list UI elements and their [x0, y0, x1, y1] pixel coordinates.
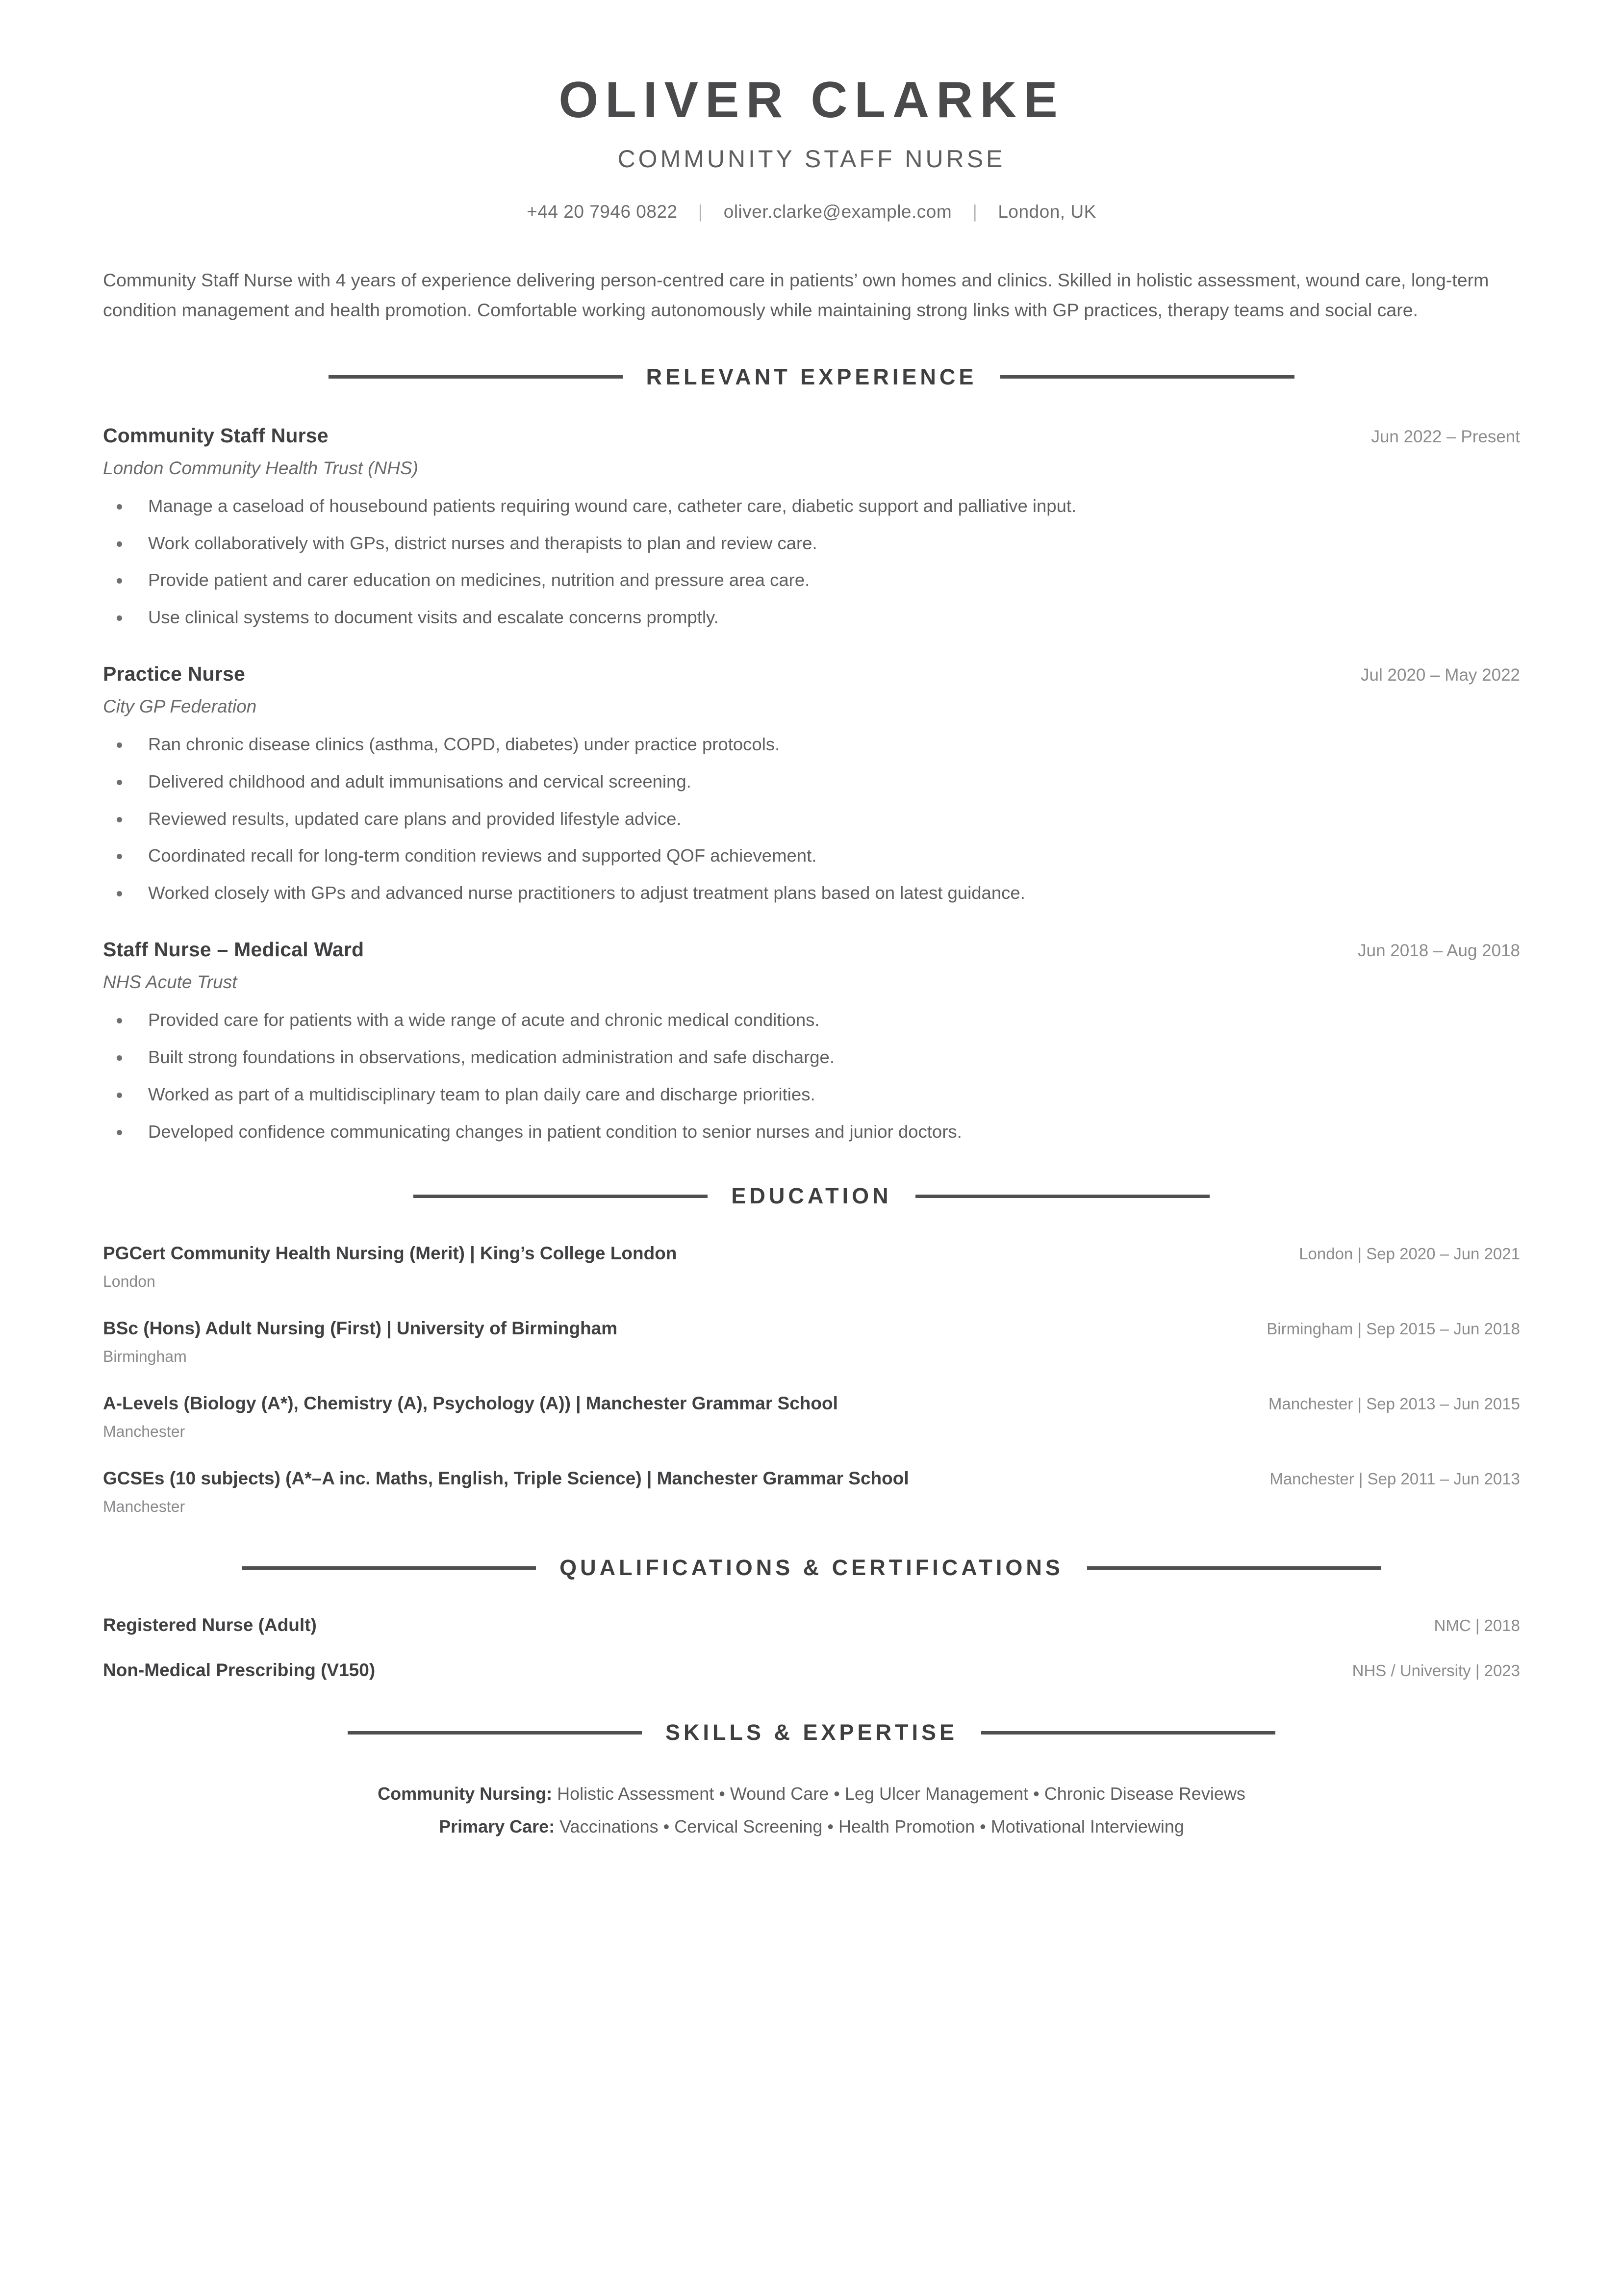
experience-entry: [103, 424, 1520, 630]
section-title-skills: SKILLS & EXPERTISE: [665, 1720, 958, 1745]
divider-line-right: [981, 1731, 1275, 1735]
divider-line-left: [413, 1195, 708, 1198]
skill-items: Holistic Assessment • Wound Care • Leg Ulcer Management • Chronic Disease Reviews: [552, 1784, 1245, 1804]
contact-separator-2: |: [972, 202, 978, 222]
section-qualifications: [103, 1555, 1520, 1681]
candidate-name: OLIVER CLARKE: [558, 72, 1065, 128]
education-entry-header: [103, 1468, 1520, 1489]
education-location: Manchester: [103, 1423, 185, 1441]
qualification-name: Non-Medical Prescribing (V150): [103, 1660, 376, 1681]
divider-line-left: [329, 375, 623, 379]
skill-line: [103, 1780, 1520, 1808]
job-company: City GP Federation: [103, 696, 257, 716]
job-bullet: Developed confidence communicating changes in patient condition to senior nurses and junior doctors.: [103, 1119, 1520, 1145]
experience-entry-header: [103, 938, 1520, 961]
section-relevant-experience: [103, 364, 1520, 1145]
education-degree: GCSEs (10 subjects) (A*–A inc. Maths, English, Triple Science) | Manchester Grammar School: [103, 1468, 909, 1489]
contact-separator-1: |: [698, 202, 703, 222]
education-entry: [103, 1468, 1520, 1516]
experience-entry: [103, 663, 1520, 906]
education-entry-header: [103, 1243, 1520, 1264]
job-bullet: Provide patient and carer education on medicines, nutrition and pressure area care.: [103, 567, 1520, 593]
qualification-meta: NMC | 2018: [1434, 1616, 1520, 1635]
education-entry: [103, 1243, 1520, 1291]
education-degree: PGCert Community Health Nursing (Merit) | King’s College London: [103, 1243, 677, 1264]
job-bullet: Delivered childhood and adult immunisations and cervical screening.: [103, 769, 1520, 794]
education-location: Birmingham: [103, 1348, 187, 1366]
professional-summary: Community Staff Nurse with 4 years of experience delivering person-centred care in patients’ own homes and clinics. Skilled in holistic assessment, wound care, long-term condition management and health promotion. Comfortable working autonomously while maintaining strong links with GP practices, therapy teams and social care.: [103, 270, 1489, 320]
section-skills: [103, 1720, 1520, 1841]
education-entry-header: [103, 1393, 1520, 1414]
education-entry-header: [103, 1318, 1520, 1339]
skills-list: [103, 1780, 1520, 1841]
job-bullet: Manage a caseload of housebound patients requiring wound care, catheter care, diabetic support and palliative input.: [103, 493, 1520, 519]
section-header-qualifications: [103, 1555, 1520, 1581]
contact-phone[interactable]: +44 20 7946 0822: [527, 202, 678, 222]
job-bullet: Worked closely with GPs and advanced nurse practitioners to adjust treatment plans based on latest guidance.: [103, 880, 1520, 906]
job-dates: Jul 2020 – May 2022: [1361, 665, 1520, 685]
education-degree: A-Levels (Biology (A*), Chemistry (A), Psychology (A)) | Manchester Grammar School: [103, 1393, 838, 1414]
job-bullet: Reviewed results, updated care plans and provided lifestyle advice.: [103, 806, 1520, 832]
education-entry: [103, 1318, 1520, 1366]
section-header-skills: [103, 1720, 1520, 1745]
education-meta: Manchester | Sep 2013 – Jun 2015: [1268, 1395, 1520, 1413]
job-title: Community Staff Nurse: [103, 424, 329, 447]
section-header-education: [103, 1183, 1520, 1209]
job-bullet: Built strong foundations in observations, medication administration and safe discharge.: [103, 1045, 1520, 1070]
skill-line: [103, 1812, 1520, 1841]
job-bullet: Ran chronic disease clinics (asthma, COPD, diabetes) under practice protocols.: [103, 732, 1520, 757]
resume-header: [103, 0, 1520, 222]
experience-entry-header: [103, 663, 1520, 686]
experience-entry-header: [103, 424, 1520, 447]
education-meta: Birmingham | Sep 2015 – Jun 2018: [1267, 1320, 1520, 1338]
education-meta: Manchester | Sep 2011 – Jun 2013: [1269, 1470, 1520, 1488]
job-dates: Jun 2018 – Aug 2018: [1358, 941, 1520, 961]
qualification-entry: [103, 1615, 1520, 1635]
section-header-experience: [103, 364, 1520, 390]
section-title-education: EDUCATION: [731, 1183, 892, 1209]
job-title: Practice Nurse: [103, 663, 245, 685]
divider-line-right: [1087, 1566, 1381, 1570]
section-title-qualifications: QUALIFICATIONS & CERTIFICATIONS: [559, 1555, 1064, 1581]
job-bullets: [103, 1007, 1520, 1144]
divider-line-right: [1000, 375, 1294, 379]
contact-line: [103, 202, 1520, 222]
section-education: [103, 1183, 1520, 1516]
job-bullets: [103, 493, 1520, 630]
education-entry: [103, 1393, 1520, 1441]
divider-line-right: [915, 1195, 1210, 1198]
education-degree: BSc (Hons) Adult Nursing (First) | University of Birmingham: [103, 1318, 618, 1339]
job-bullet: Work collaboratively with GPs, district nurses and therapists to plan and review care.: [103, 531, 1520, 556]
contact-location: London, UK: [998, 202, 1096, 222]
skill-items: Vaccinations • Cervical Screening • Health Promotion • Motivational Interviewing: [555, 1816, 1184, 1837]
divider-line-left: [348, 1731, 642, 1735]
experience-entry: [103, 938, 1520, 1144]
job-company: NHS Acute Trust: [103, 972, 237, 993]
section-title-experience: RELEVANT EXPERIENCE: [646, 364, 977, 389]
education-meta: London | Sep 2020 – Jun 2021: [1299, 1245, 1520, 1263]
contact-email[interactable]: oliver.clarke@example.com: [723, 202, 952, 222]
job-bullet: Provided care for patients with a wide range of acute and chronic medical conditions.: [103, 1007, 1520, 1033]
job-bullet: Worked as part of a multidisciplinary team to plan daily care and discharge priorities.: [103, 1082, 1520, 1107]
qualification-name: Registered Nurse (Adult): [103, 1615, 317, 1635]
job-bullet: Coordinated recall for long-term condition reviews and supported QOF achievement.: [103, 843, 1520, 868]
divider-line-left: [242, 1566, 536, 1570]
job-bullets: [103, 732, 1520, 906]
qualification-entry: [103, 1660, 1520, 1681]
job-title: Staff Nurse – Medical Ward: [103, 938, 364, 961]
education-location: Manchester: [103, 1498, 185, 1516]
candidate-headline: COMMUNITY STAFF NURSE: [617, 145, 1006, 173]
qualification-meta: NHS / University | 2023: [1352, 1661, 1520, 1680]
job-dates: Jun 2022 – Present: [1371, 427, 1520, 446]
skill-category: Community Nursing:: [378, 1784, 553, 1804]
skill-category: Primary Care:: [439, 1816, 555, 1837]
job-company: London Community Health Trust (NHS): [103, 458, 418, 478]
job-bullet: Use clinical systems to document visits and escalate concerns promptly.: [103, 605, 1520, 630]
education-location: London: [103, 1273, 155, 1291]
